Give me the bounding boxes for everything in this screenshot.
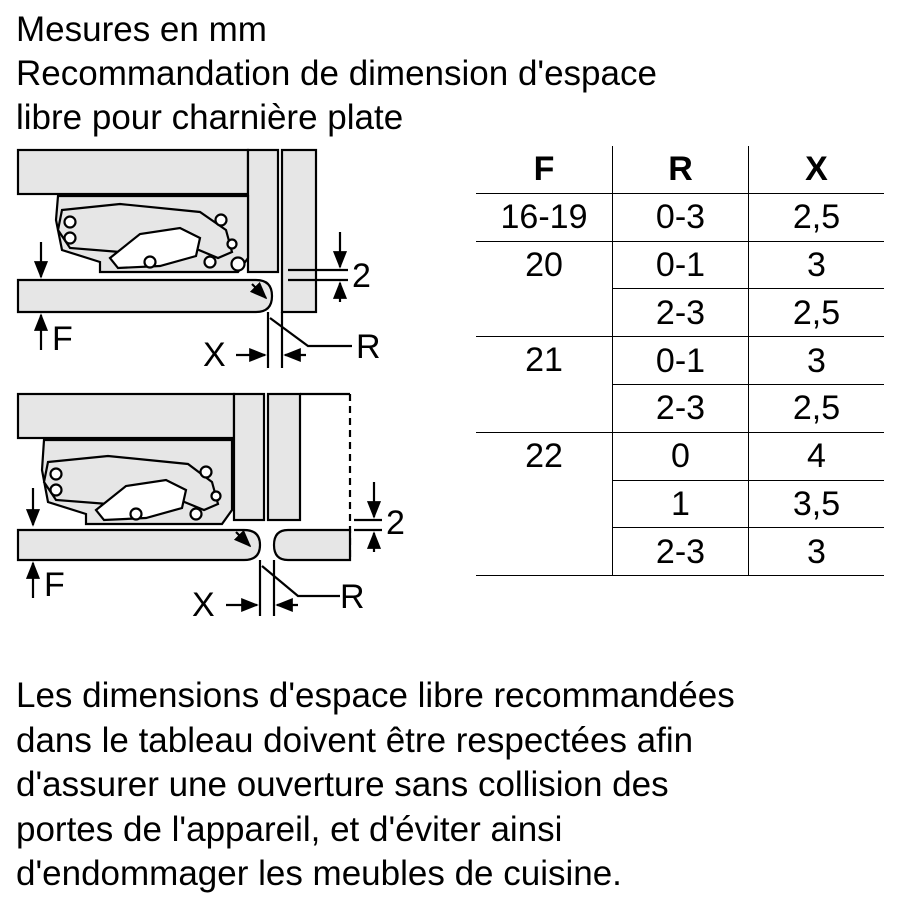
cell-f: 21 xyxy=(476,337,613,433)
hinge-mechanism xyxy=(56,196,248,272)
diagram-bottom xyxy=(18,394,405,624)
instruction-note xyxy=(16,674,735,897)
door-panel xyxy=(18,280,272,312)
gap-label: 2 xyxy=(386,504,405,542)
note-line: Les dimensions d'espace libre recommandées xyxy=(16,676,735,715)
diagram-labels xyxy=(52,257,381,374)
note-line: d'assurer une ouverture sans collision des xyxy=(16,765,669,805)
table-row xyxy=(476,193,884,241)
f-label: F xyxy=(44,566,65,604)
col-header-r: R xyxy=(613,146,749,193)
diagram-top xyxy=(18,150,381,374)
gap-label: 2 xyxy=(352,257,371,295)
col-header-f: F xyxy=(476,146,613,193)
r-label: R xyxy=(356,328,381,366)
cell-r: 1 xyxy=(613,480,749,528)
cell-f: 16-19 xyxy=(476,193,613,241)
cell-x: 2,5 xyxy=(749,384,885,432)
cell-x: 2,5 xyxy=(749,193,885,241)
cell-r: 0 xyxy=(613,432,749,480)
cell-r: 0-1 xyxy=(613,241,749,289)
door-panel xyxy=(18,530,350,560)
cell-x: 3 xyxy=(749,337,885,385)
f-label: F xyxy=(52,320,73,358)
cell-x: 2,5 xyxy=(749,289,885,337)
cell-r: 2-3 xyxy=(613,289,749,337)
cell-r: 2-3 xyxy=(613,384,749,432)
cell-x: 3 xyxy=(749,528,885,576)
table-row xyxy=(476,432,884,480)
cell-f: 20 xyxy=(476,241,613,337)
table-row xyxy=(476,241,884,289)
x-label: X xyxy=(192,586,215,624)
table-header-row xyxy=(476,146,884,193)
note-line: d'endommager les meubles de cuisine. xyxy=(16,854,622,894)
cell-x: 3 xyxy=(749,241,885,289)
col-header-x: X xyxy=(749,146,885,193)
table-row xyxy=(476,337,884,385)
cell-f: 22 xyxy=(476,432,613,575)
cell-r: 0-1 xyxy=(613,337,749,385)
heading-line: libre pour charnière plate xyxy=(16,98,404,137)
heading-line: Recommandation de dimension d'espace xyxy=(16,54,657,93)
r-label: R xyxy=(340,578,365,616)
hinge-mechanism xyxy=(42,440,232,524)
clearance-table xyxy=(476,146,884,576)
cell-r: 0-3 xyxy=(613,193,749,241)
cell-x: 3,5 xyxy=(749,480,885,528)
cell-x: 4 xyxy=(749,432,885,480)
note-line: portes de l'appareil, et d'éviter ainsi xyxy=(16,809,563,849)
heading-line: Mesures en mm xyxy=(16,10,267,49)
note-line: dans le tableau doivent être respectées afin xyxy=(16,720,694,760)
x-label: X xyxy=(203,336,226,374)
cell-r: 2-3 xyxy=(613,528,749,576)
